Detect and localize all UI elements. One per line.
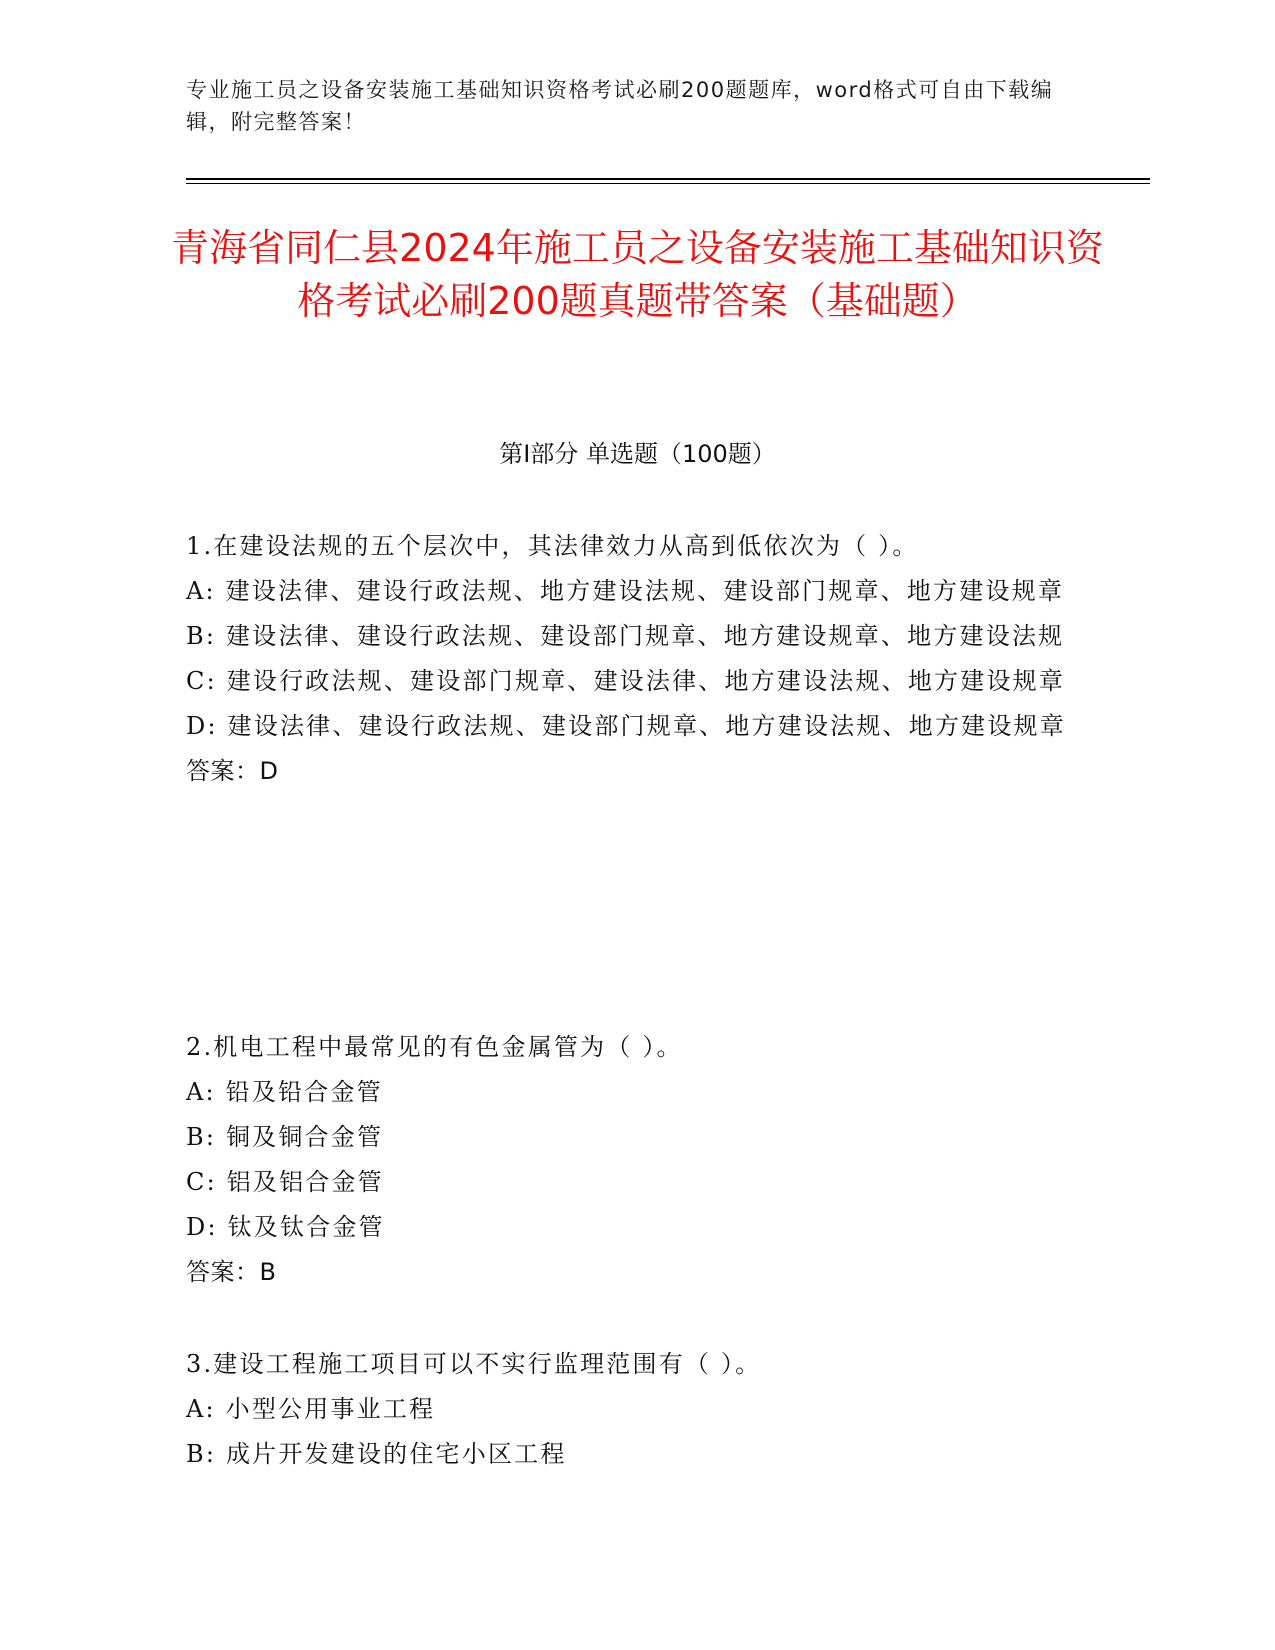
question-stem: 3.建设工程施工项目可以不实行监理范围有（ ）。 [186,1350,762,1378]
option-b: B: 铜及铜合金管 [186,1123,384,1151]
option-b: B: 建设法律、建设行政法规、建设部门规章、地方建设规章、地方建设法规 [186,622,1065,650]
option-c: C: 建设行政法规、建设部门规章、建设法律、地方建设法规、地方建设规章 [186,667,1066,695]
header-rule-thick [186,178,1150,180]
section-title: 第Ⅰ部分 单选题（100题） [499,440,776,468]
question-block [186,524,1076,794]
question-block [186,1025,1076,1295]
header-rule-thin [186,183,1150,184]
option-b: B: 成片开发建设的住宅小区工程 [186,1440,567,1468]
option-a: A: 建设法律、建设行政法规、地方建设法规、建设部门规章、地方建设规章 [186,577,1065,605]
document-title: 青海省同仁县2024年施工员之设备安装施工基础知识资格考试必刷200题真题带答案（基础题） [171,226,1104,323]
answer-label: 答案：B [186,1258,277,1286]
option-a: A: 铅及铅合金管 [186,1078,383,1106]
option-d: D: 钛及钛合金管 [186,1213,385,1241]
header-note: 专业施工员之设备安装施工基础知识资格考试必刷200题题库，word格式可自由下载编辑，附完整答案！ [186,78,1054,134]
question-block [186,1342,1076,1477]
option-a: A: 小型公用事业工程 [186,1395,436,1423]
answer-label: 答案：D [186,757,279,785]
question-stem: 1.在建设法规的五个层次中，其法律效力从高到低依次为（ ）。 [186,532,919,560]
option-c: C: 铝及铝合金管 [186,1168,384,1196]
question-stem: 2.机电工程中最常见的有色金属管为（ ）。 [186,1033,683,1061]
option-d: D: 建设法律、建设行政法规、建设部门规章、地方建设法规、地方建设规章 [186,712,1066,740]
